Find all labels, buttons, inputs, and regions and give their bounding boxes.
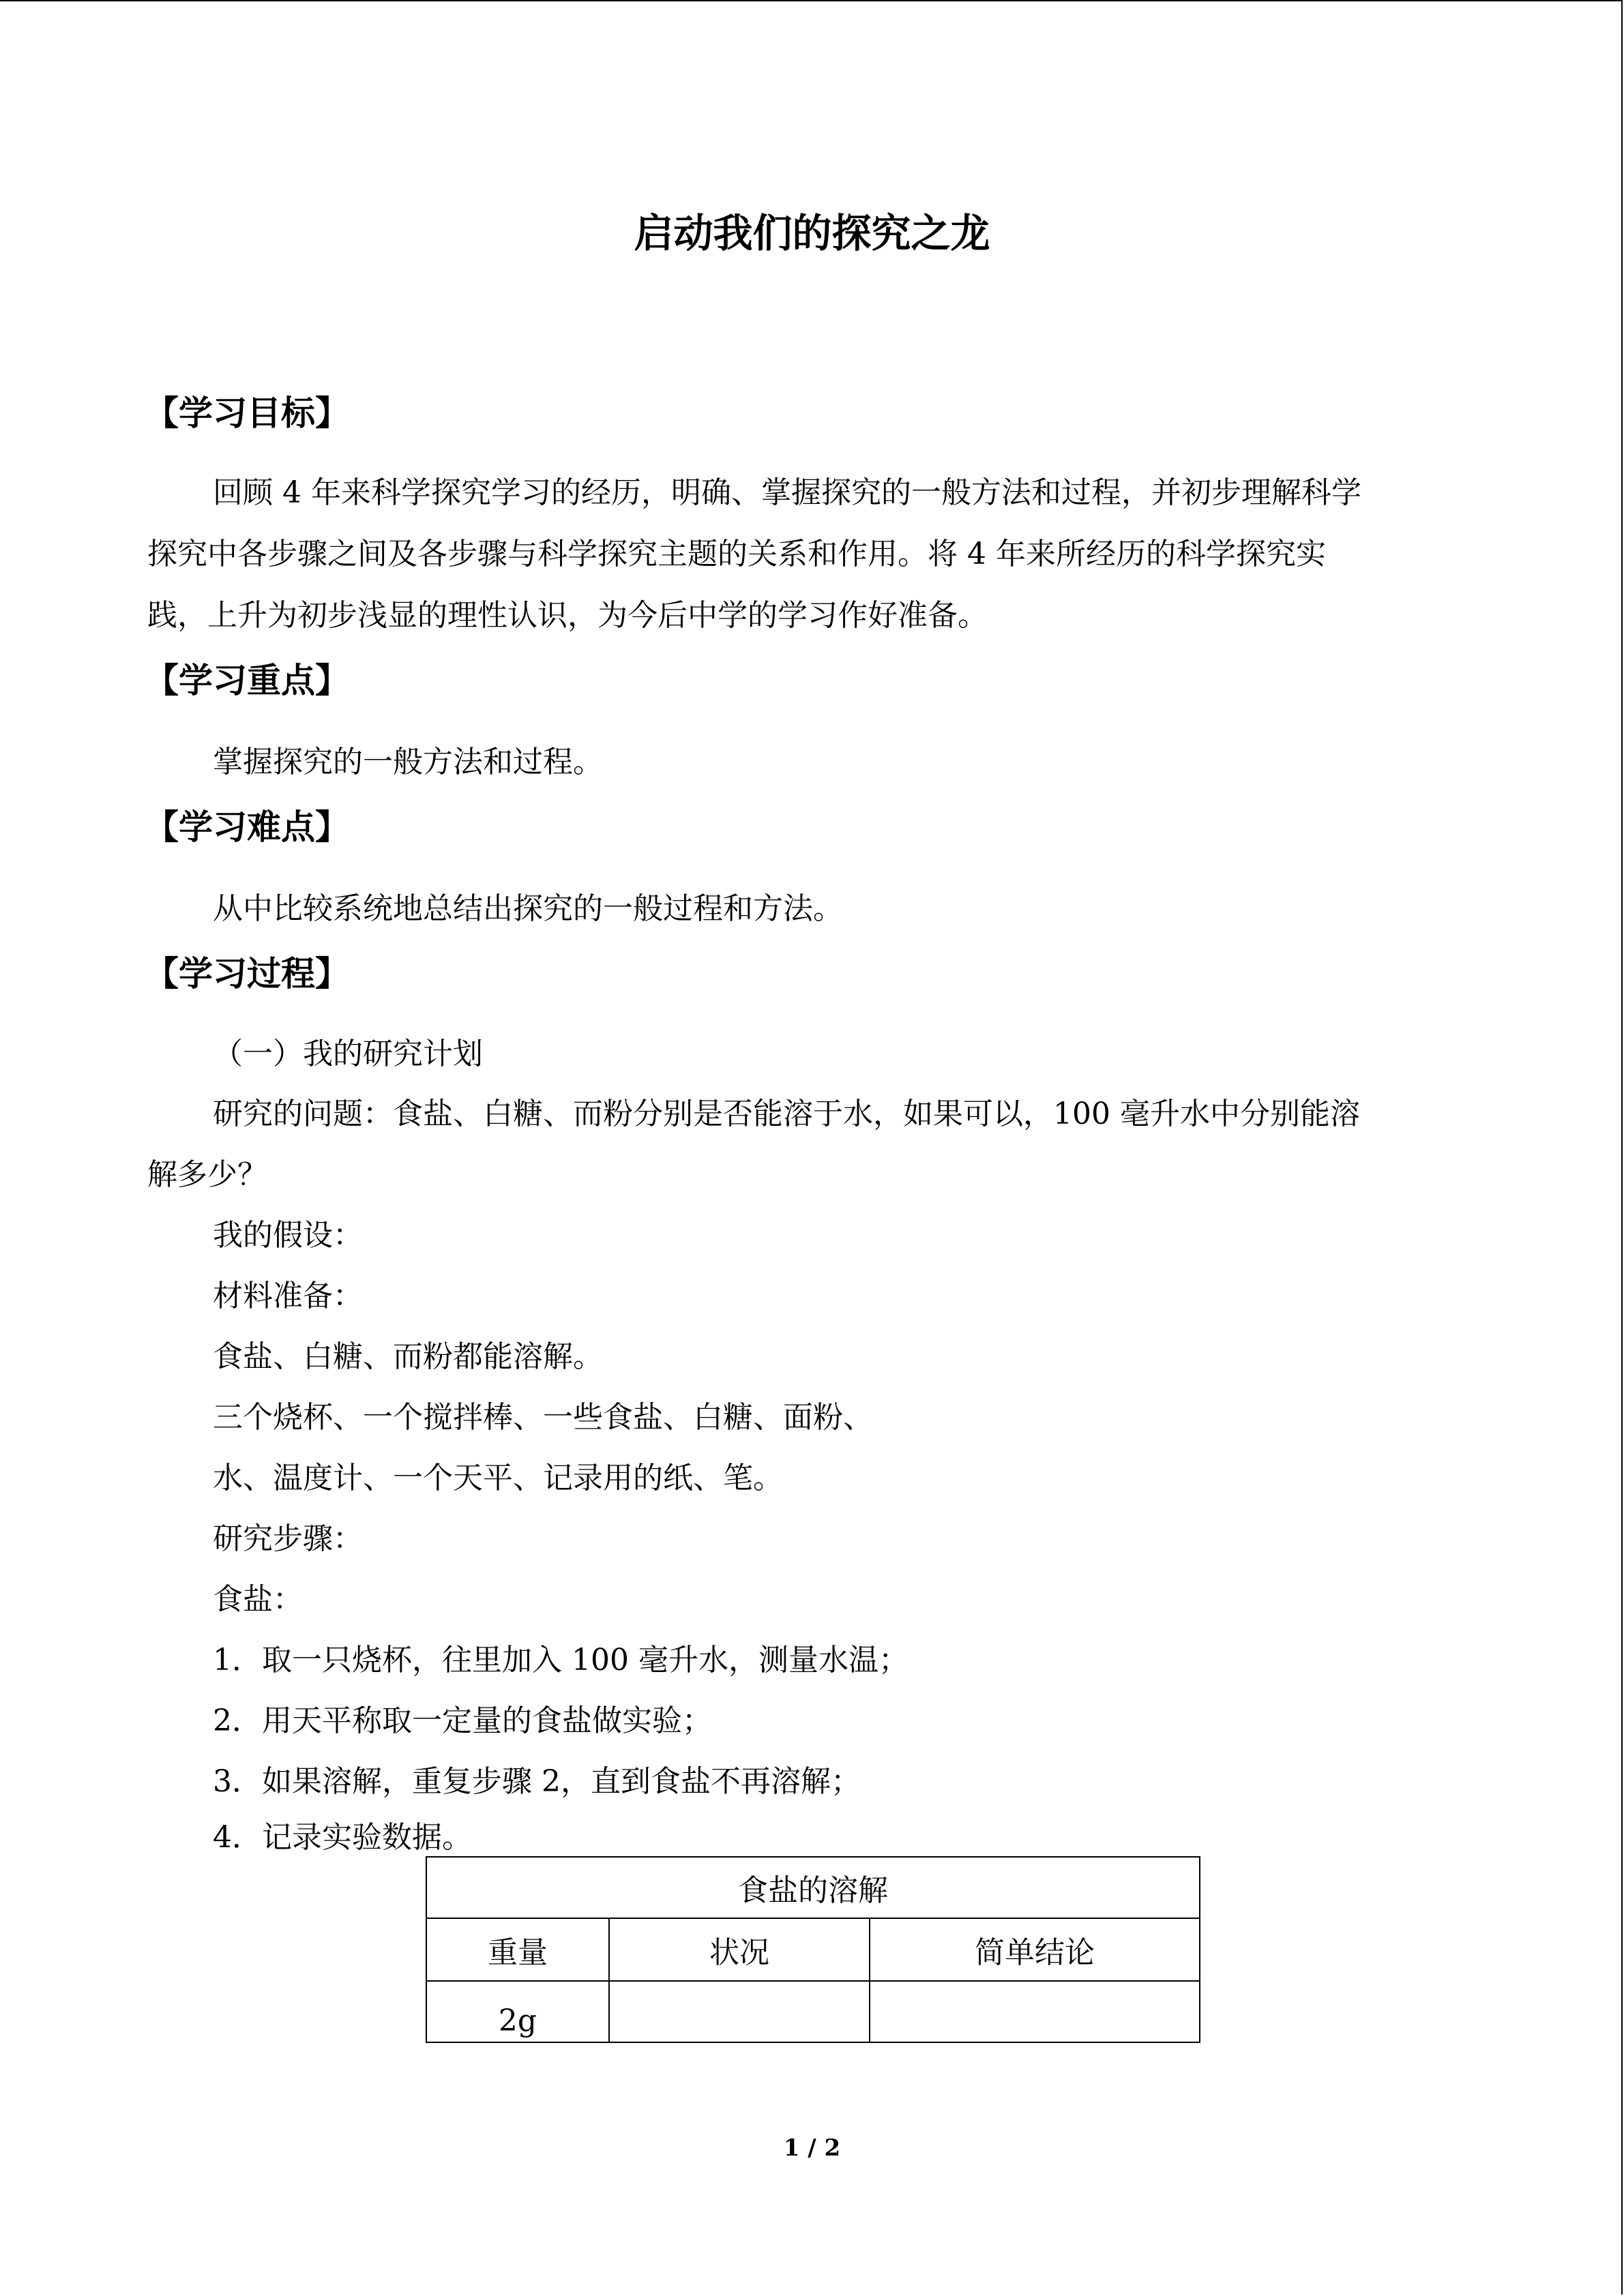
heading-learning-process: 【学习过程】	[145, 954, 349, 994]
page-title: 启动我们的探究之龙	[634, 210, 990, 256]
goal-text-line-1: 回顾 4 年来科学探究学习的经历，明确、掌握探究的一般方法和过程，并初步理解科学	[213, 475, 1361, 510]
salt-dissolving-table	[426, 1856, 1200, 2043]
materials-line-1: 三个烧杯、一个搅拌棒、一些食盐、白糖、面粉、	[213, 1400, 873, 1435]
hypothesis-label: 我的假设：	[213, 1218, 363, 1253]
materials-line-2: 水、温度计、一个天平、记录用的纸、笔。	[213, 1461, 783, 1495]
table-cell-status	[609, 1981, 870, 2042]
salt-label: 食盐：	[213, 1582, 303, 1617]
goal-text-line-3: 践，上升为初步浅显的理性认识，为今后中学的学习作好准备。	[147, 598, 988, 633]
table-caption: 食盐的溶解	[426, 1857, 1200, 1918]
research-plan-subheading: （一）我的研究计划	[213, 1037, 483, 1071]
table-header-weight: 重量	[426, 1918, 609, 1981]
research-question-line-1: 研究的问题：食盐、白糖、而粉分别是否能溶于水，如果可以，100 毫升水中分别能溶	[213, 1097, 1360, 1131]
steps-label: 研究步骤：	[213, 1521, 363, 1556]
step-3: 3．如果溶解，重复步骤 2，直到食盐不再溶解；	[213, 1764, 861, 1799]
key-point-text: 掌握探究的一般方法和过程。	[213, 745, 603, 779]
step-1: 1．取一只烧杯，往里加入 100 毫升水，测量水温；	[213, 1643, 909, 1678]
step-2: 2．用天平称取一定量的食盐做实验；	[213, 1703, 712, 1738]
table-cell-conclusion	[870, 1981, 1200, 2042]
materials-label: 材料准备：	[213, 1279, 363, 1313]
goal-text-line-2: 探究中各步骤之间及各步骤与科学探究主题的关系和作用。将 4 年来所经历的科学探究实	[147, 537, 1326, 571]
heading-learning-goal: 【学习目标】	[145, 393, 349, 433]
heading-key-point: 【学习重点】	[145, 661, 349, 700]
research-question-line-2: 解多少？	[147, 1157, 267, 1192]
step-4: 4．记录实验数据。	[213, 1820, 472, 1855]
heading-difficulty: 【学习难点】	[145, 807, 349, 847]
table-header-conclusion: 简单结论	[870, 1918, 1200, 1981]
table-row	[426, 1981, 1200, 2042]
table-header-status: 状况	[609, 1918, 870, 1981]
page-number: 1 / 2	[783, 2134, 841, 2162]
hypothesis-text: 食盐、白糖、而粉都能溶解。	[213, 1339, 603, 1374]
difficulty-text: 从中比较系统地总结出探究的一般过程和方法。	[213, 891, 843, 926]
table-cell-weight: 2g	[426, 1981, 609, 2042]
